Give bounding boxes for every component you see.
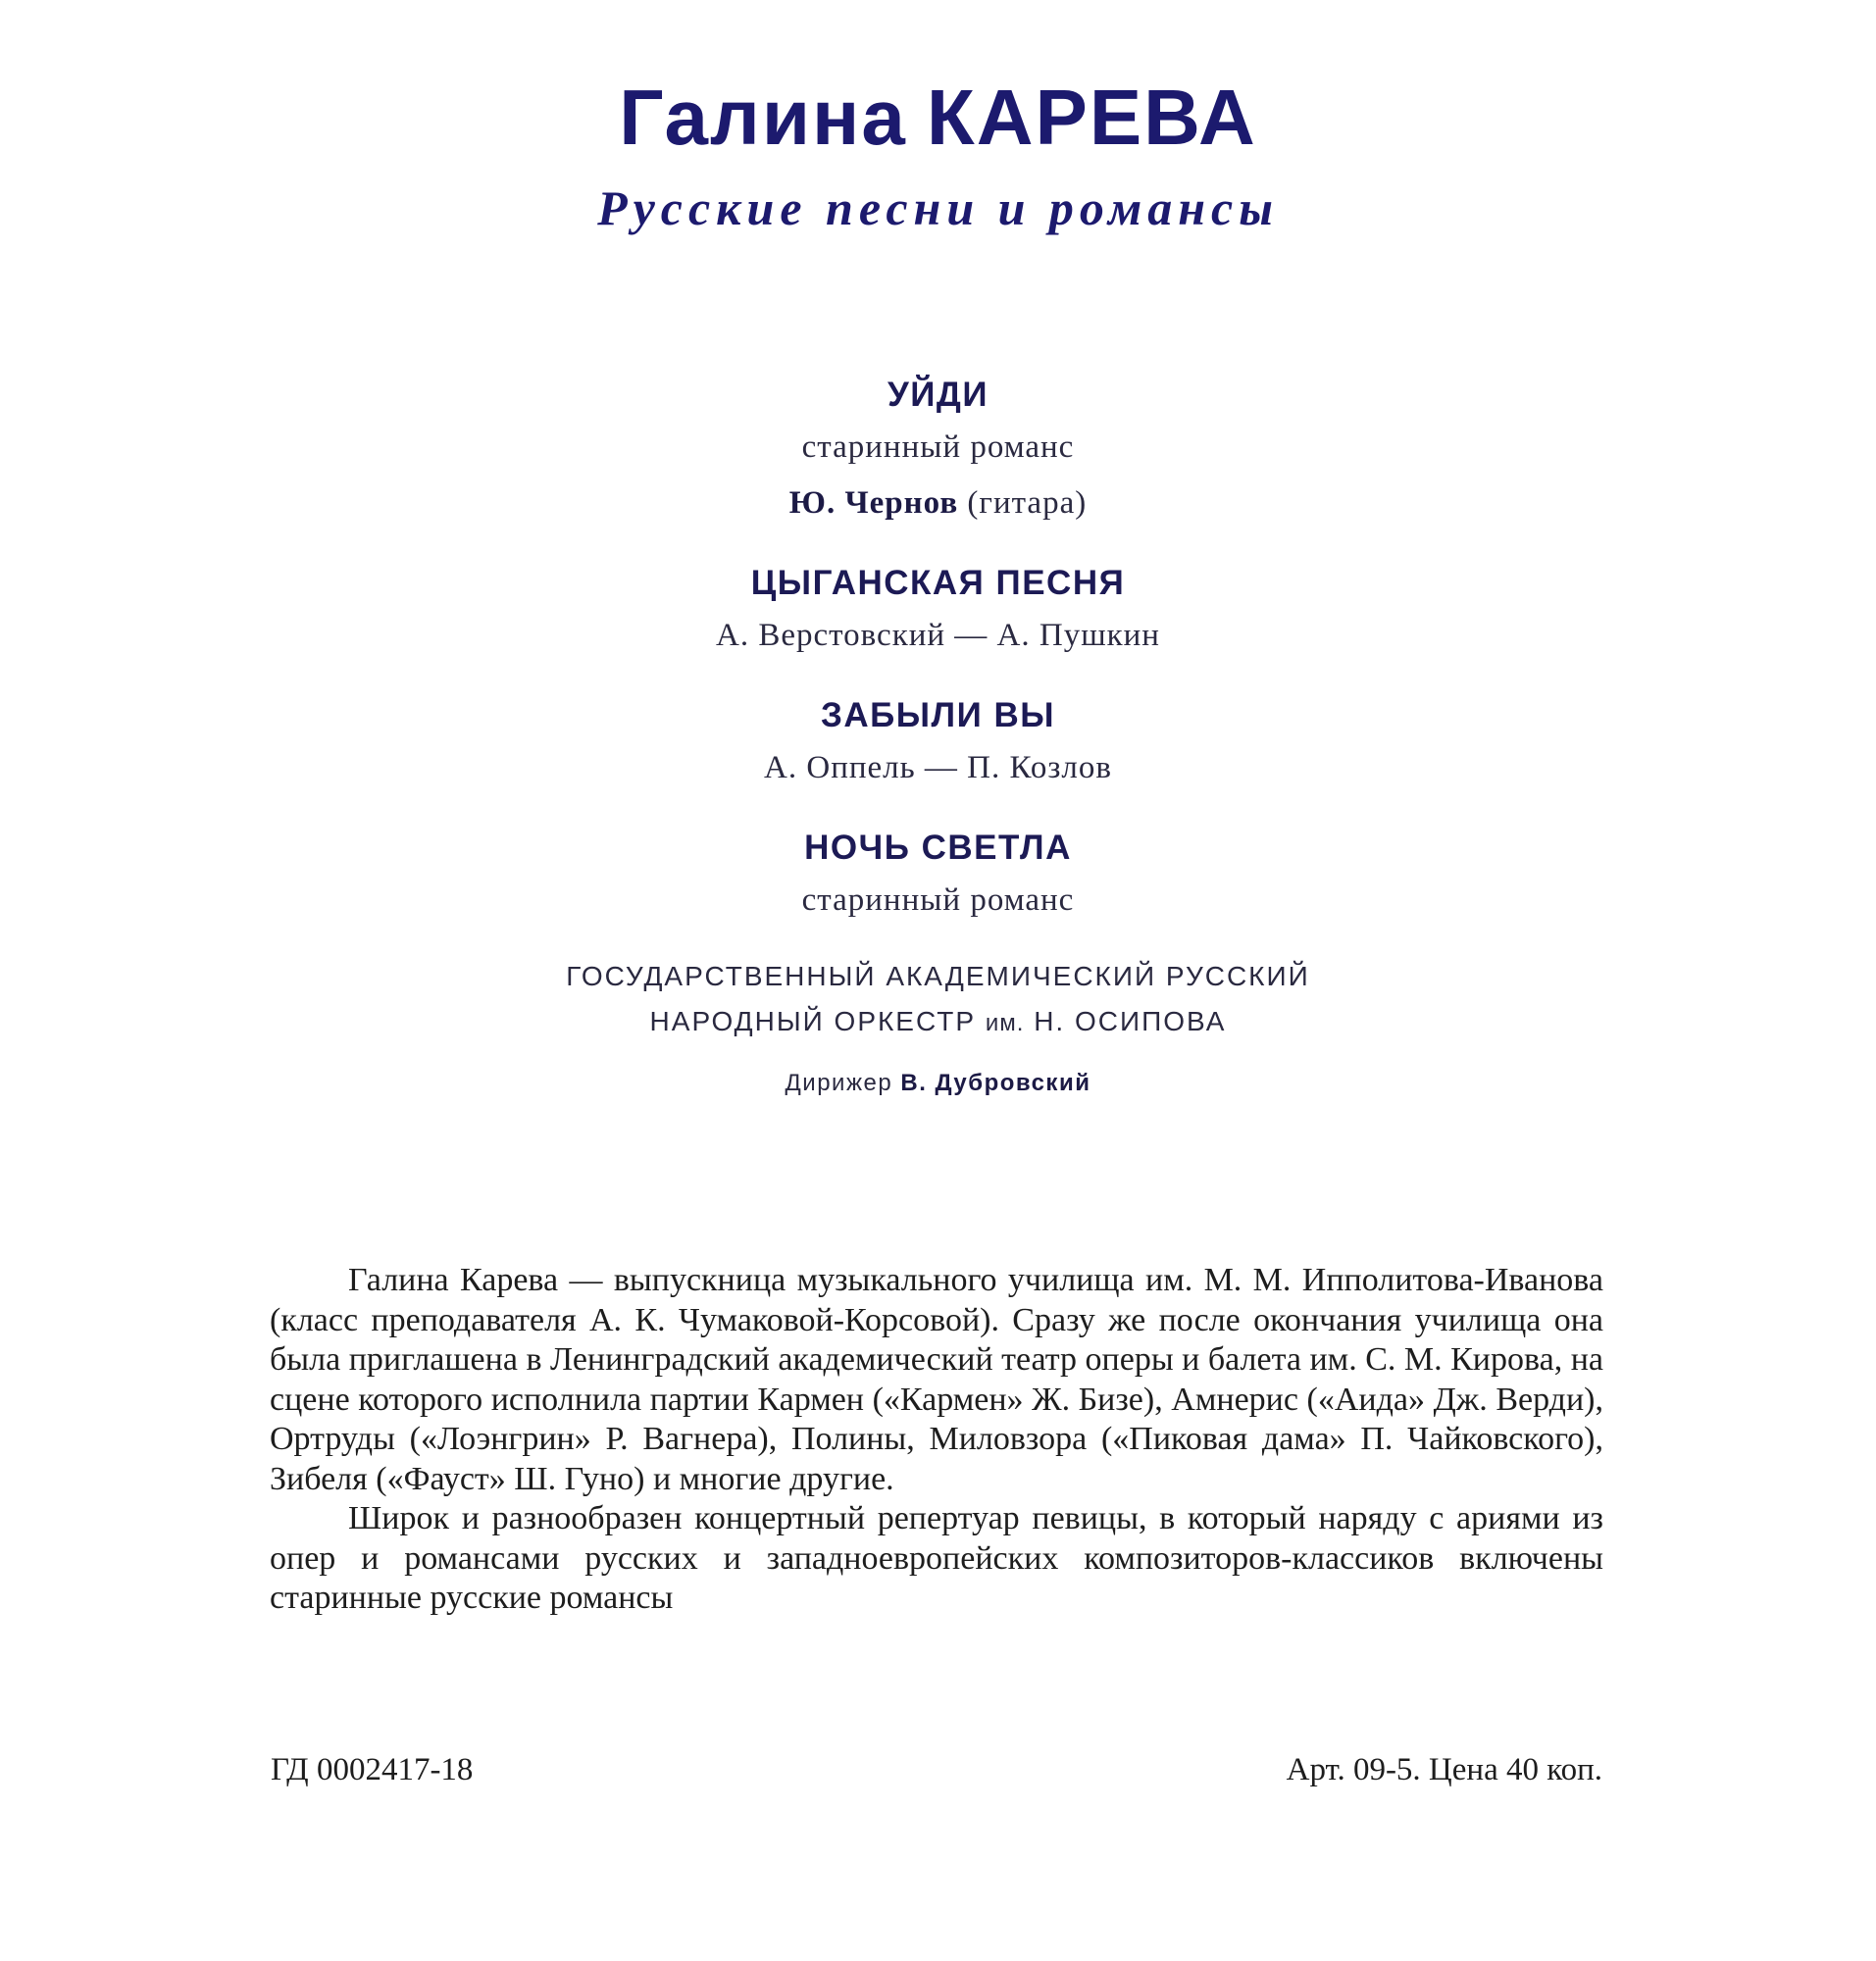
- artist-name: [0, 71, 1876, 165]
- orchestra-line-1: ГОСУДАРСТВЕННЫЙ АКАДЕМИЧЕСКИЙ РУССКИЙ: [566, 961, 1310, 991]
- orchestra-line-2-im: им.: [985, 1010, 1025, 1036]
- bio-paragraph-2: Широк и разнообразен концертный репертуар певицы, в который наряду с ариями из опер и романсами русских и западноевропейских композиторов-классиков включены старинные русские романсы: [270, 1500, 1603, 1616]
- artist-biography: [270, 1261, 1603, 1619]
- conductor-name: В. Дубровский: [900, 1070, 1091, 1096]
- bio-paragraph-1: Галина Карева — выпускница музыкального училища им. М. М. Ипполитова-Иванова (класс преподавателя А. К. Чумаковой-Корсовой). Сразу же после окончания училища она была приглашена в Ленинградский академический театр оперы и балета им. С. М. Кирова, на сцене которого исполнила партии Кармен («Кармен» Ж. Бизе), Амнерис («Аида» Дж. Верди), Ортруды («Лоэнгрин» Р. Вагнера), Полины, Миловзора («Пиковая дама» П. Чайковского), Зибеля («Фауст» Ш. Гуно) и многие другие.: [270, 1262, 1603, 1497]
- track-title: ЦЫГАНСКАЯ ПЕСНЯ: [750, 564, 1126, 602]
- orchestra-line-2-end: Н. ОСИПОВА: [1034, 1006, 1227, 1036]
- performer-instrument: (гитара): [967, 485, 1088, 521]
- conductor-credit: [0, 1064, 1876, 1103]
- orchestra-name: [0, 954, 1876, 1046]
- artist-first-name: Галина: [619, 74, 907, 161]
- track-title: ЗАБЫЛИ ВЫ: [820, 696, 1056, 734]
- track-title: НОЧЬ СВЕТЛА: [804, 829, 1072, 867]
- album-title: Русские песни и романсы: [597, 180, 1279, 235]
- track-item: [0, 371, 1876, 531]
- performer-name: Ю. Чернов: [788, 485, 959, 521]
- track-subtitle: старинный романс: [801, 882, 1075, 918]
- artist-last-name: КАРЕВА: [926, 74, 1257, 161]
- orchestra-line-2-start: НАРОДНЫЙ ОРКЕСТР: [649, 1006, 977, 1036]
- track-credits: А. Верстовский — А. Пушкин: [716, 618, 1160, 653]
- track-credits: А. Оппель — П. Козлов: [764, 750, 1112, 785]
- track-title: УЙДИ: [887, 376, 989, 414]
- track-item: [0, 824, 1876, 929]
- track-item: [0, 691, 1876, 796]
- price-info: Арт. 09-5. Цена 40 коп.: [1286, 1752, 1602, 1787]
- track-performer: [0, 476, 1876, 531]
- footer: [271, 1747, 1602, 1792]
- track-item: [0, 559, 1876, 664]
- orchestra-line-2: [0, 999, 1876, 1046]
- conductor-label: Дирижер: [785, 1070, 893, 1096]
- track-subtitle: старинный романс: [801, 429, 1075, 465]
- track-list: [0, 371, 1876, 1103]
- catalog-number: ГД 0002417-18: [271, 1752, 474, 1787]
